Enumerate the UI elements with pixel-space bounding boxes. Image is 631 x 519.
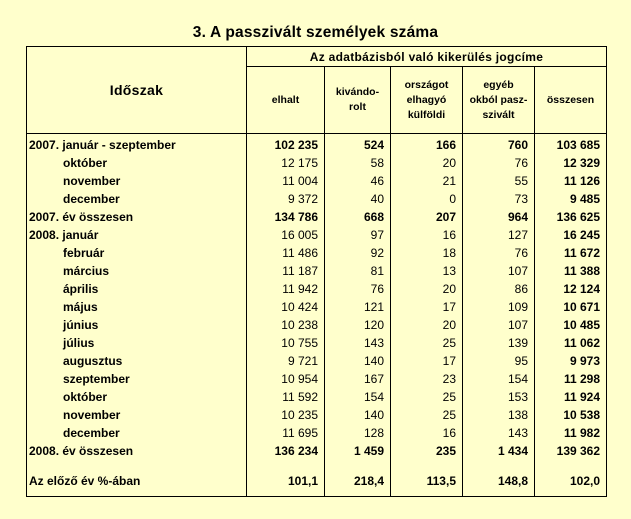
cell-value: 55: [463, 172, 535, 190]
cell-value: 46: [325, 172, 391, 190]
row-label: február: [27, 244, 247, 262]
row-label: március: [27, 262, 247, 280]
cell-value: 760: [463, 134, 535, 155]
cell-value: 10 238: [247, 316, 325, 334]
cell-value: 76: [463, 244, 535, 262]
cell-value: 21: [391, 172, 463, 190]
row-label: Az előző év %-ában: [27, 466, 247, 497]
row-label: 2007. január - szeptember: [27, 134, 247, 155]
cell-value: 9 485: [535, 190, 607, 208]
cell-value: 102,0: [535, 466, 607, 497]
cell-value: 12 175: [247, 154, 325, 172]
row-label: június: [27, 316, 247, 334]
cell-value: 139: [463, 334, 535, 352]
cell-value: 18: [391, 244, 463, 262]
cell-value: 10 235: [247, 406, 325, 424]
cell-value: 11 924: [535, 388, 607, 406]
cell-value: 10 671: [535, 298, 607, 316]
cell-value: 167: [325, 370, 391, 388]
cell-value: 0: [391, 190, 463, 208]
cell-value: 10 538: [535, 406, 607, 424]
row-label: 2008. év összesen: [27, 442, 247, 460]
cell-value: 148,8: [463, 466, 535, 497]
cell-value: 12 329: [535, 154, 607, 172]
cell-value: 524: [325, 134, 391, 155]
table-row: [27, 262, 607, 280]
column-header: elhalt: [247, 67, 325, 134]
cell-value: 16: [391, 424, 463, 442]
period-header: Időszak: [27, 47, 247, 134]
column-header: egyéb okból pasz- szivált: [463, 67, 535, 134]
cell-value: 97: [325, 226, 391, 244]
cell-value: 20: [391, 280, 463, 298]
cell-value: 58: [325, 154, 391, 172]
cell-value: 25: [391, 388, 463, 406]
cell-value: 20: [391, 154, 463, 172]
cell-value: 76: [325, 280, 391, 298]
table-row: [27, 190, 607, 208]
cell-value: 11 126: [535, 172, 607, 190]
cell-value: 11 695: [247, 424, 325, 442]
table-row: [27, 244, 607, 262]
cell-value: 668: [325, 208, 391, 226]
column-header: összesen: [535, 67, 607, 134]
cell-value: 103 685: [535, 134, 607, 155]
table-row: [27, 334, 607, 352]
cell-value: 13: [391, 262, 463, 280]
cell-value: 95: [463, 352, 535, 370]
table-row: [27, 298, 607, 316]
table-row: [27, 316, 607, 334]
cell-value: 235: [391, 442, 463, 460]
table-row: [27, 154, 607, 172]
cell-value: 9 372: [247, 190, 325, 208]
table-row: [27, 134, 607, 155]
cell-value: 9 973: [535, 352, 607, 370]
cell-value: 1 434: [463, 442, 535, 460]
cell-value: 10 485: [535, 316, 607, 334]
cell-value: 86: [463, 280, 535, 298]
cell-value: 113,5: [391, 466, 463, 497]
cell-value: 25: [391, 406, 463, 424]
cell-value: 134 786: [247, 208, 325, 226]
cell-value: 120: [325, 316, 391, 334]
cell-value: 76: [463, 154, 535, 172]
cell-value: 139 362: [535, 442, 607, 460]
cell-value: 92: [325, 244, 391, 262]
cell-value: 16 245: [535, 226, 607, 244]
table-row: [27, 208, 607, 226]
cell-value: 20: [391, 316, 463, 334]
column-header: kivándo- rolt: [325, 67, 391, 134]
table-row: [27, 226, 607, 244]
table-row: [27, 424, 607, 442]
cell-value: 12 124: [535, 280, 607, 298]
cell-value: 11 982: [535, 424, 607, 442]
row-label: április: [27, 280, 247, 298]
cell-value: 11 187: [247, 262, 325, 280]
cell-value: 128: [325, 424, 391, 442]
table-row: [27, 280, 607, 298]
row-label: december: [27, 190, 247, 208]
cell-value: 964: [463, 208, 535, 226]
cell-value: 154: [463, 370, 535, 388]
cell-value: 138: [463, 406, 535, 424]
row-label: november: [27, 406, 247, 424]
row-label: augusztus: [27, 352, 247, 370]
table-title: 3. A passzivált személyek száma: [192, 24, 439, 41]
cell-value: 107: [463, 262, 535, 280]
row-label: november: [27, 172, 247, 190]
cell-value: 23: [391, 370, 463, 388]
cell-value: 17: [391, 352, 463, 370]
cell-value: 10 424: [247, 298, 325, 316]
cell-value: 127: [463, 226, 535, 244]
cell-value: 101,1: [247, 466, 325, 497]
row-label: július: [27, 334, 247, 352]
cell-value: 81: [325, 262, 391, 280]
cell-value: 17: [391, 298, 463, 316]
cell-value: 140: [325, 352, 391, 370]
row-label: május: [27, 298, 247, 316]
table-row: [27, 172, 607, 190]
cell-value: 11 942: [247, 280, 325, 298]
cell-value: 207: [391, 208, 463, 226]
cell-value: 107: [463, 316, 535, 334]
table-row: [27, 388, 607, 406]
table-row: [27, 352, 607, 370]
cell-value: 11 388: [535, 262, 607, 280]
data-table: [26, 46, 607, 497]
cell-value: 73: [463, 190, 535, 208]
cell-value: 102 235: [247, 134, 325, 155]
cell-value: 11 592: [247, 388, 325, 406]
table-row: [27, 442, 607, 460]
cell-value: 136 625: [535, 208, 607, 226]
table-row: [27, 406, 607, 424]
cell-value: 10 954: [247, 370, 325, 388]
cell-value: 9 721: [247, 352, 325, 370]
row-label: szeptember: [27, 370, 247, 388]
row-label: december: [27, 424, 247, 442]
cell-value: 154: [325, 388, 391, 406]
cell-value: 10 755: [247, 334, 325, 352]
cell-value: 136 234: [247, 442, 325, 460]
row-label: október: [27, 154, 247, 172]
cell-value: 140: [325, 406, 391, 424]
cell-value: 25: [391, 334, 463, 352]
cell-value: 11 062: [535, 334, 607, 352]
cell-value: 11 298: [535, 370, 607, 388]
cell-value: 11 004: [247, 172, 325, 190]
group-header: Az adatbázisból való kikerülés jogcíme: [247, 47, 607, 67]
cell-value: 153: [463, 388, 535, 406]
row-label: 2007. év összesen: [27, 208, 247, 226]
cell-value: 143: [463, 424, 535, 442]
cell-value: 1 459: [325, 442, 391, 460]
table-row: [27, 466, 607, 497]
cell-value: 109: [463, 298, 535, 316]
table-row: [27, 370, 607, 388]
column-header: országot elhagyó külföldi: [391, 67, 463, 134]
cell-value: 11 486: [247, 244, 325, 262]
cell-value: 16: [391, 226, 463, 244]
cell-value: 218,4: [325, 466, 391, 497]
cell-value: 166: [391, 134, 463, 155]
cell-value: 143: [325, 334, 391, 352]
cell-value: 40: [325, 190, 391, 208]
cell-value: 11 672: [535, 244, 607, 262]
cell-value: 121: [325, 298, 391, 316]
row-label: 2008. január: [27, 226, 247, 244]
row-label: október: [27, 388, 247, 406]
cell-value: 16 005: [247, 226, 325, 244]
